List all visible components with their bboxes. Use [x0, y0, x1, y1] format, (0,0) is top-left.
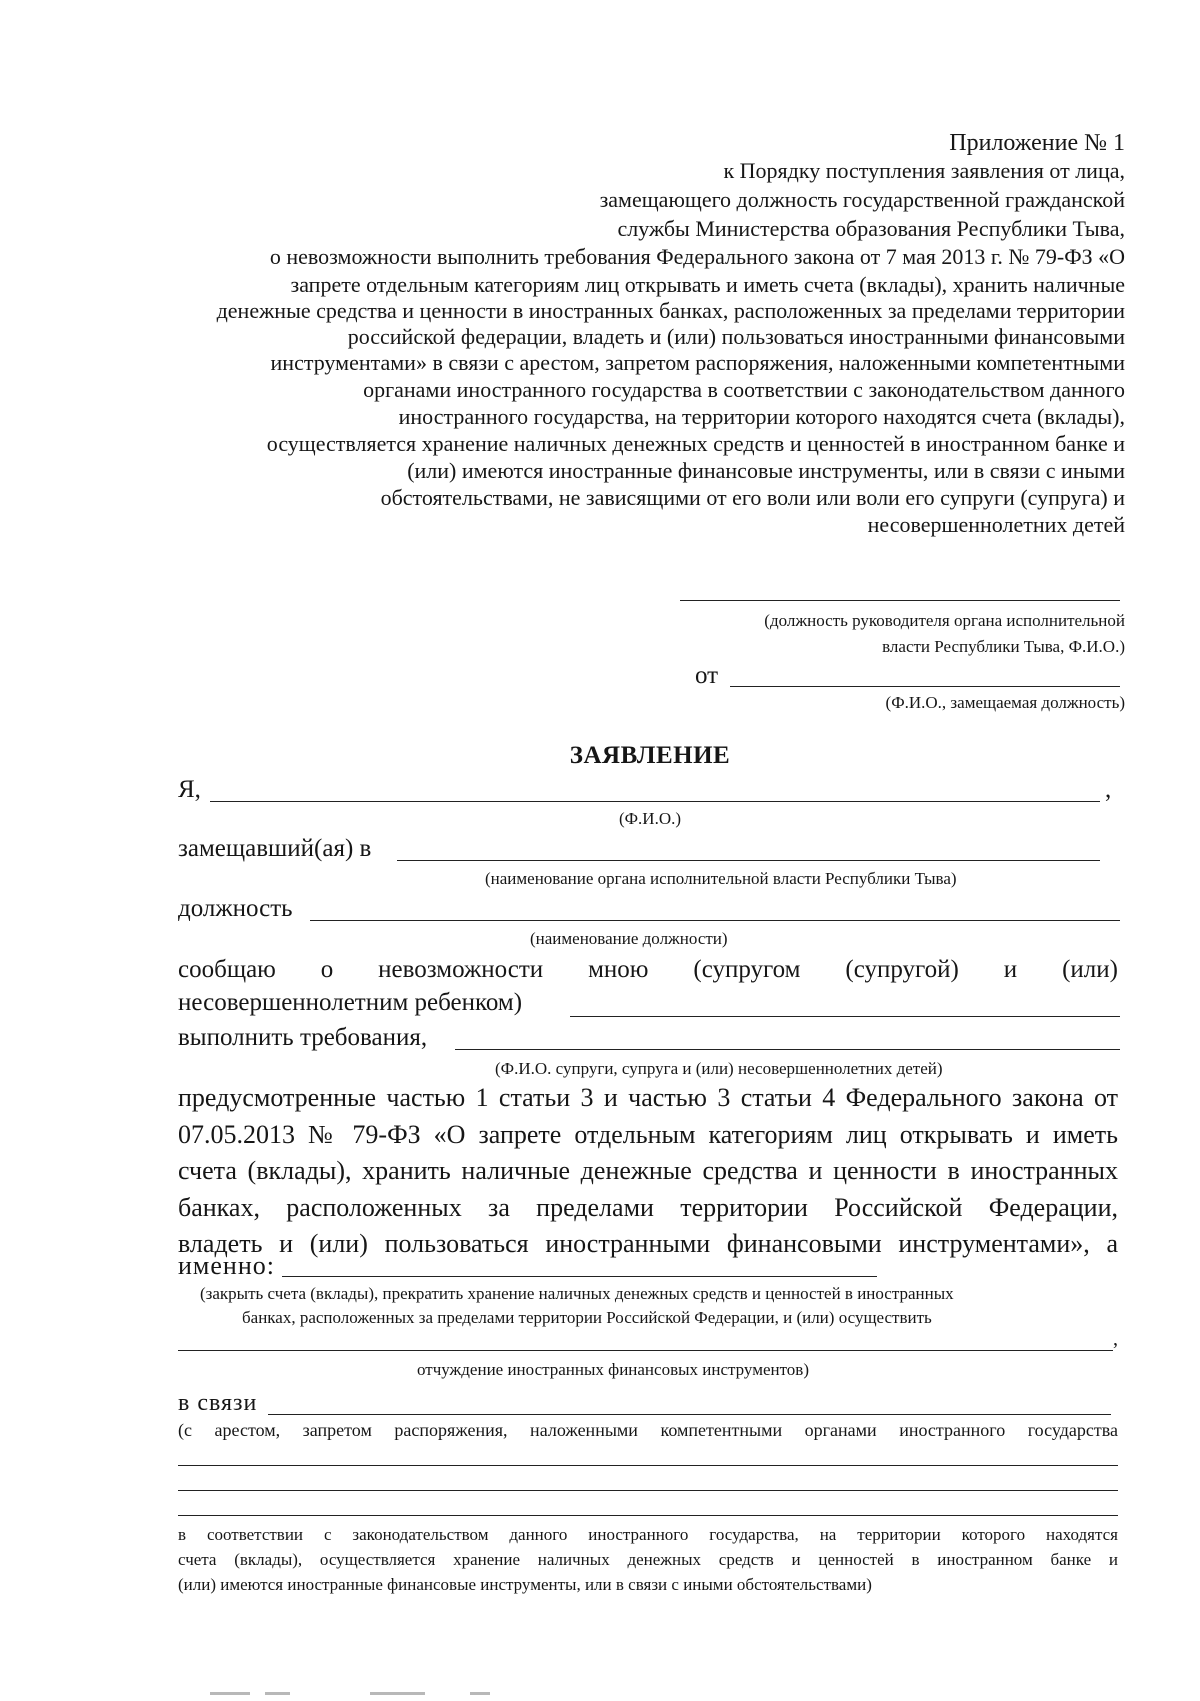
- namely-caption: (закрыть счета (вклады), прекратить хранение наличных денежных средств и ценностей в иностранных: [200, 1284, 954, 1303]
- addressee-line[interactable]: [680, 600, 1120, 601]
- due-blank-line[interactable]: [178, 1490, 1118, 1491]
- report-word: (супругой): [845, 956, 959, 983]
- position-line[interactable]: [310, 920, 1120, 921]
- document-title: ЗАЯВЛЕНИЕ: [569, 742, 731, 769]
- appendix-title: Приложение № 1: [949, 130, 1125, 156]
- header-line: осуществляется хранение наличных денежных средств и ценностей в иностранном банке и: [266, 431, 1125, 456]
- position-caption: (наименование должности): [530, 929, 728, 948]
- report-word: и: [1003, 956, 1018, 983]
- addressee-caption: (должность руководителя органа исполнительной: [764, 611, 1125, 630]
- fio-caption: (Ф.И.О.): [618, 809, 682, 828]
- due-caption: (с арестом, запретом распоряжения, наложенными компетентными органами иностранного государства: [178, 1420, 1118, 1440]
- report-word: о: [320, 956, 334, 983]
- report-word: (супругом: [693, 956, 801, 983]
- namely-line-2[interactable]: [178, 1350, 1113, 1351]
- report-word: невозможности: [378, 956, 544, 983]
- header-line: запрете отдельным категориям лиц открывать и иметь счета (вклады), хранить наличные: [290, 272, 1125, 297]
- header-line: обстоятельствами, не зависящими от его воли или воли его супруги (супруга) и: [380, 485, 1125, 510]
- due-caption: счета (вклады), осуществляется хранение наличных денежных средств и ценностей в иностранном банке и: [178, 1550, 1118, 1569]
- report-word: (или): [1062, 956, 1118, 983]
- header-line: денежные средства и ценности в иностранных банках, расположенных за пределами территории: [216, 298, 1125, 323]
- namely-caption: отчуждение иностранных финансовых инструментов): [417, 1360, 809, 1379]
- report-word: сообщаю: [178, 956, 276, 983]
- header-line: к Порядку поступления заявления от лица,: [723, 158, 1125, 183]
- scan-artifact: [370, 1692, 425, 1695]
- scan-artifact: [210, 1692, 250, 1695]
- due-blank-line[interactable]: [178, 1465, 1118, 1466]
- body-paragraph: [178, 1080, 1118, 1263]
- header-line: органами иностранного государства в соответствии с законодательством данного: [363, 377, 1125, 402]
- due-blank-line[interactable]: [178, 1515, 1118, 1516]
- due-caption: в соответствии с законодательством данного иностранного государства, на территории которого находятся: [178, 1525, 1118, 1544]
- scan-artifact: [470, 1692, 490, 1695]
- from-caption: (Ф.И.О., замещаемая должность): [885, 693, 1125, 712]
- body-line: 07.05.2013 № 79-ФЗ «О запрете отдельным категориям лиц открывать и иметь: [178, 1119, 1118, 1149]
- position-label: должность: [178, 895, 293, 922]
- from-label: от: [695, 662, 719, 689]
- report-line: [178, 952, 1118, 988]
- replaced-line[interactable]: [397, 860, 1100, 861]
- namely-label: именно:: [178, 1251, 275, 1280]
- fulfill-line[interactable]: [455, 1049, 1120, 1050]
- header-line: (или) имеются иностранные финансовые инструменты, или в связи с иными: [407, 458, 1125, 483]
- due-line[interactable]: [268, 1414, 1111, 1415]
- due-label: в связи: [178, 1390, 258, 1416]
- i-comma: ,: [1105, 776, 1112, 803]
- namely-caption: банках, расположенных за пределами территории Российской Федерации, и (или) осуществить: [242, 1308, 932, 1327]
- report-word: мною: [588, 956, 649, 983]
- header-line: несовершеннолетних детей: [867, 512, 1125, 537]
- header-line: иностранного государства, на территории которого находятся счета (вклады),: [398, 404, 1125, 429]
- due-caption-block: [178, 1522, 1118, 1597]
- replaced-caption: (наименование органа исполнительной власти Республики Тыва): [485, 869, 957, 888]
- namely-line[interactable]: [282, 1276, 877, 1277]
- header-line: службы Министерства образования Республики Тыва,: [617, 216, 1125, 241]
- fulfill-caption: (Ф.И.О. супруги, супруга и (или) несовершеннолетних детей): [495, 1059, 943, 1078]
- header-line: российской федерации, владеть и (или) пользоваться иностранными финансовыми: [347, 324, 1125, 349]
- header-line: замещающего должность государственной гражданской: [599, 187, 1125, 212]
- minor-line[interactable]: [570, 1016, 1120, 1017]
- due-caption: (или) имеются иностранные финансовые инструменты, или в связи с иными обстоятельствами): [178, 1575, 872, 1594]
- body-line: счета (вклады), хранить наличные денежные средства и ценности в иностранных: [178, 1156, 1118, 1185]
- header-line: о невозможности выполнить требования Федерального закона от 7 мая 2013 г. № 79-ФЗ «О: [269, 244, 1125, 269]
- header-line: инструментами» в связи с арестом, запретом распоряжения, наложенными компетентными: [270, 350, 1125, 375]
- namely-comma: ,: [1113, 1328, 1118, 1350]
- addressee-caption: власти Республики Тыва, Ф.И.О.): [882, 637, 1125, 656]
- body-line: банках, расположенных за пределами территории Российской Федерации,: [178, 1192, 1118, 1222]
- i-label: Я,: [178, 776, 201, 803]
- fio-line[interactable]: [210, 801, 1100, 802]
- body-line: владеть и (или) пользоваться иностранными финансовыми инструментами», а: [178, 1229, 1118, 1258]
- fulfill-label: выполнить требования,: [178, 1024, 428, 1051]
- body-line: предусмотренные частью 1 статьи 3 и частью 3 статьи 4 Федерального закона от: [178, 1083, 1118, 1112]
- scan-artifact: [265, 1692, 290, 1695]
- from-line[interactable]: [730, 686, 1120, 687]
- replaced-label: замещавший(ая) в: [178, 835, 372, 862]
- minor-label: несовершеннолетним ребенком): [178, 989, 523, 1016]
